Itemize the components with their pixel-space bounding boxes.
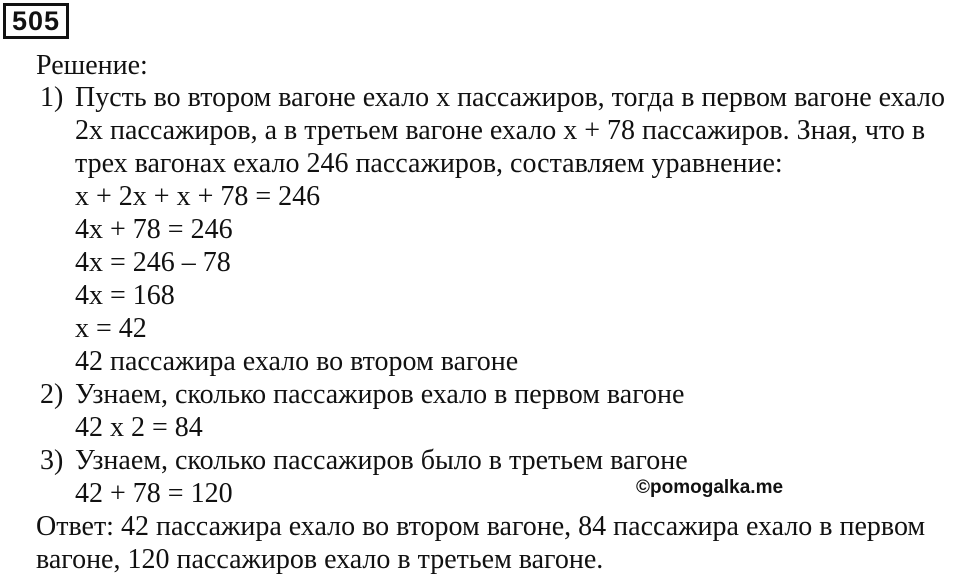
step-2-line-1: Узнаем, сколько пассажиров ехало в первом вагоне	[75, 379, 685, 410]
solution-heading: Решение:	[36, 50, 148, 81]
problem-number-box: 505	[3, 3, 69, 39]
step-1-equation-3: 4х = 246 – 78	[75, 247, 231, 278]
step-3-number: 3)	[40, 445, 64, 476]
step-3-line-1: Узнаем, сколько пассажиров было в третьем вагоне	[75, 445, 688, 476]
step-1-line-2: 2х пассажиров, а в третьем вагоне ехало х + 78 пассажиров. Зная, что в	[75, 115, 926, 146]
step-1-equation-1: х + 2х + х + 78 = 246	[75, 181, 321, 212]
step-3-calculation: 42 + 78 = 120	[75, 478, 233, 509]
step-2-number: 2)	[40, 379, 64, 410]
step-1-number: 1)	[40, 82, 64, 113]
step-1-line-1: Пусть во втором вагоне ехало х пассажиров, тогда в первом вагоне ехало	[75, 82, 945, 113]
answer-line-1: Ответ: 42 пассажира ехало во втором вагоне, 84 пассажира ехало в первом	[36, 511, 926, 542]
step-1-equation-4: 4х = 168	[75, 280, 175, 311]
step-1-equation-2: 4х + 78 = 246	[75, 214, 233, 245]
step-2-calculation: 42 х 2 = 84	[75, 412, 203, 443]
watermark-text: ©pomogalka.me	[636, 477, 784, 498]
step-1-equation-5: х = 42	[75, 313, 147, 344]
step-1-conclusion: 42 пассажира ехало во втором вагоне	[75, 346, 519, 377]
answer-line-2: вагоне, 120 пассажиров ехало в третьем вагоне.	[36, 544, 604, 575]
step-1-line-3: трех вагонах ехало 246 пассажиров, составляем уравнение:	[75, 148, 783, 179]
